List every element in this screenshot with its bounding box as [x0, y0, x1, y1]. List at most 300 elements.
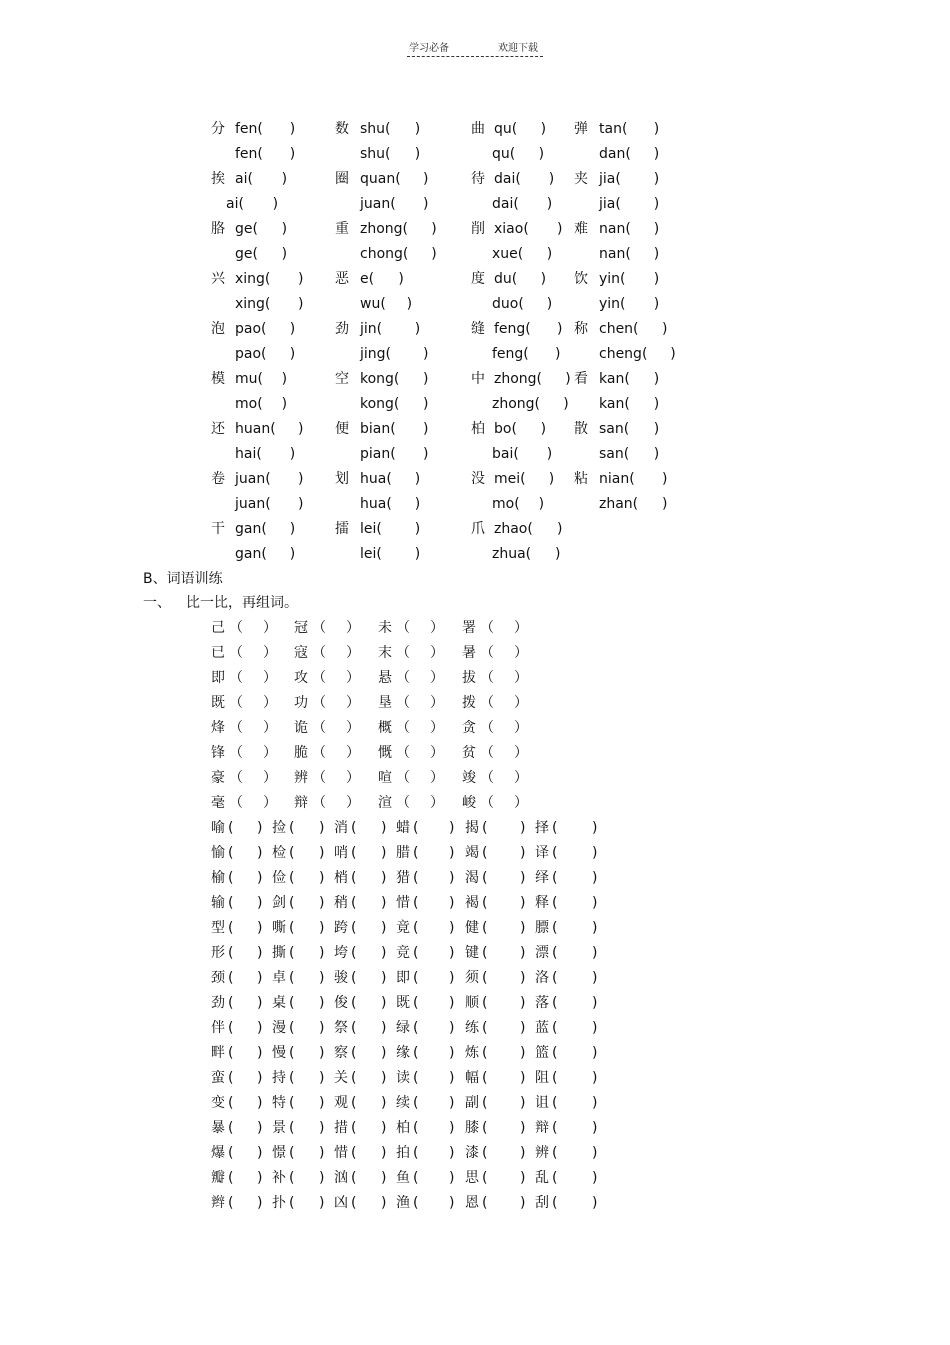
- answer-bracket-open: (: [413, 1145, 419, 1161]
- answer-bracket-close: ): [281, 246, 288, 262]
- answer-bracket-close: ）: [430, 720, 444, 736]
- answer-bracket-close: ): [289, 346, 296, 362]
- compare-character: 锋: [211, 745, 225, 761]
- answer-bracket-open: (: [413, 945, 419, 961]
- pinyin-character: 中: [471, 371, 485, 387]
- answer-bracket-close: ）: [263, 745, 277, 761]
- answer-bracket-open: (: [552, 1170, 558, 1186]
- answer-bracket-close: ）: [430, 795, 444, 811]
- answer-bracket-open: (: [351, 1020, 357, 1036]
- answer-bracket-close: ): [319, 895, 325, 911]
- pinyin-prompt: hua(: [360, 496, 392, 512]
- answer-bracket-close: ): [449, 1120, 455, 1136]
- answer-bracket-close: ）: [430, 745, 444, 761]
- answer-bracket-close: ): [592, 1095, 598, 1111]
- answer-bracket-open: (: [351, 1170, 357, 1186]
- pinyin-prompt: zhong(: [494, 371, 543, 387]
- answer-bracket-open: (: [228, 820, 234, 836]
- answer-bracket-close: ): [520, 1195, 526, 1211]
- pinyin-prompt: xiao(: [494, 221, 529, 237]
- answer-bracket-close: ）: [263, 620, 277, 636]
- compare-character: 落: [535, 995, 549, 1011]
- answer-bracket-open: （: [480, 620, 494, 636]
- compare-character: 渔: [396, 1195, 410, 1211]
- answer-bracket-close: ): [520, 1095, 526, 1111]
- answer-bracket-open: (: [228, 970, 234, 986]
- compare-character: 蓝: [535, 1020, 549, 1036]
- answer-bracket-open: (: [289, 870, 295, 886]
- answer-bracket-close: ): [592, 1170, 598, 1186]
- answer-bracket-open: (: [482, 945, 488, 961]
- pinyin-character: 恶: [335, 271, 349, 287]
- answer-bracket-open: (: [482, 845, 488, 861]
- answer-bracket-close: ): [449, 920, 455, 936]
- pinyin-prompt: mei(: [494, 471, 526, 487]
- answer-bracket-close: ）: [514, 770, 528, 786]
- pinyin-prompt: xue(: [492, 246, 524, 262]
- answer-bracket-close: ): [423, 396, 429, 412]
- answer-bracket-open: (: [482, 970, 488, 986]
- answer-bracket-open: (: [228, 1145, 234, 1161]
- answer-bracket-close: ): [449, 1045, 455, 1061]
- answer-bracket-close: ): [557, 321, 563, 337]
- answer-bracket-close: ): [540, 121, 547, 137]
- compare-character: 漫: [272, 1020, 286, 1036]
- pinyin-character: 爪: [471, 521, 485, 537]
- answer-bracket-open: (: [351, 870, 357, 886]
- pinyin-character: 难: [574, 221, 588, 237]
- compare-character: 绎: [535, 870, 549, 886]
- pinyin-character: 模: [211, 371, 225, 387]
- answer-bracket-close: ): [423, 421, 429, 437]
- pinyin-prompt: yin(: [599, 271, 626, 287]
- compare-character: 脆: [294, 745, 308, 761]
- compare-character: 捡: [272, 820, 286, 836]
- compare-character: 暴: [211, 1120, 225, 1136]
- pinyin-character: 缝: [471, 321, 485, 337]
- compare-character: 键: [465, 945, 479, 961]
- answer-bracket-close: ): [257, 895, 263, 911]
- answer-bracket-close: ): [289, 146, 296, 162]
- compare-character: 练: [465, 1020, 479, 1036]
- compare-character: 嘶: [272, 920, 286, 936]
- pinyin-character: 挨: [211, 171, 225, 187]
- compare-character: 既: [211, 695, 225, 711]
- answer-bracket-close: ): [555, 346, 561, 362]
- answer-bracket-close: ): [319, 1195, 325, 1211]
- answer-bracket-close: ): [592, 1045, 598, 1061]
- pinyin-prompt: bai(: [492, 446, 519, 462]
- answer-bracket-close: ): [319, 1170, 325, 1186]
- answer-bracket-close: ): [381, 1120, 387, 1136]
- compare-character: 垮: [334, 945, 348, 961]
- pinyin-prompt: quan(: [360, 171, 401, 187]
- pinyin-prompt: kan(: [599, 371, 630, 387]
- compare-character: 颈: [211, 970, 225, 986]
- compare-character: 诅: [535, 1095, 549, 1111]
- answer-bracket-close: ): [563, 396, 569, 412]
- pinyin-prompt: qu(: [494, 121, 518, 137]
- answer-bracket-close: ): [289, 121, 296, 137]
- answer-bracket-open: (: [413, 1095, 419, 1111]
- answer-bracket-open: (: [413, 970, 419, 986]
- answer-bracket-close: ): [319, 1070, 325, 1086]
- answer-bracket-open: (: [482, 995, 488, 1011]
- answer-bracket-close: ): [538, 496, 545, 512]
- answer-bracket-close: ): [592, 920, 598, 936]
- compare-character: 已: [211, 645, 225, 661]
- pinyin-prompt: dai(: [492, 196, 519, 212]
- answer-bracket-close: ): [381, 1095, 387, 1111]
- pinyin-prompt: tan(: [599, 121, 628, 137]
- answer-bracket-close: ): [289, 446, 296, 462]
- compare-character: 未: [378, 620, 392, 636]
- answer-bracket-close: ): [298, 421, 304, 437]
- compare-character: 察: [334, 1045, 348, 1061]
- compare-character: 骏: [334, 970, 348, 986]
- pinyin-character: 兴: [211, 271, 225, 287]
- pinyin-character: 划: [335, 471, 349, 487]
- compare-character: 揭: [465, 820, 479, 836]
- pinyin-prompt: qu(: [492, 146, 516, 162]
- compare-character: 辨: [535, 1145, 549, 1161]
- compare-character: 跨: [334, 920, 348, 936]
- answer-bracket-open: (: [228, 1045, 234, 1061]
- answer-bracket-close: ): [449, 845, 455, 861]
- header-left-text: 学习必备: [409, 43, 449, 54]
- answer-bracket-close: ): [592, 1145, 598, 1161]
- answer-bracket-close: ）: [346, 670, 360, 686]
- pinyin-prompt: shu(: [360, 146, 391, 162]
- compare-character: 洛: [535, 970, 549, 986]
- pinyin-prompt: gan(: [235, 546, 267, 562]
- compare-character: 辫: [211, 1195, 225, 1211]
- answer-bracket-close: ）: [346, 645, 360, 661]
- pinyin-prompt: xing(: [235, 296, 271, 312]
- answer-bracket-close: ): [592, 970, 598, 986]
- answer-bracket-close: ): [520, 1045, 526, 1061]
- part-one-number: 一、: [143, 595, 171, 611]
- pinyin-prompt: shu(: [360, 121, 391, 137]
- answer-bracket-close: ): [557, 221, 563, 237]
- answer-bracket-close: ): [423, 446, 429, 462]
- answer-bracket-close: ): [520, 845, 526, 861]
- answer-bracket-close: ）: [430, 695, 444, 711]
- answer-bracket-open: （: [480, 645, 494, 661]
- answer-bracket-open: （: [396, 695, 410, 711]
- pinyin-prompt: fen(: [235, 146, 263, 162]
- pinyin-character: 重: [335, 221, 349, 237]
- answer-bracket-close: ): [431, 221, 437, 237]
- pinyin-prompt: du(: [494, 271, 518, 287]
- answer-bracket-open: (: [289, 1095, 295, 1111]
- answer-bracket-close: ): [520, 820, 526, 836]
- answer-bracket-open: （: [480, 720, 494, 736]
- answer-bracket-close: ): [565, 371, 571, 387]
- compare-character: 俭: [272, 870, 286, 886]
- answer-bracket-open: (: [289, 920, 295, 936]
- answer-bracket-close: ): [414, 321, 421, 337]
- pinyin-prompt: wu(: [360, 296, 386, 312]
- pinyin-prompt: jia(: [599, 171, 621, 187]
- answer-bracket-open: (: [228, 1170, 234, 1186]
- compare-character: 炼: [465, 1045, 479, 1061]
- pinyin-prompt: kan(: [599, 396, 630, 412]
- answer-bracket-open: (: [351, 1195, 357, 1211]
- answer-bracket-close: ): [319, 1095, 325, 1111]
- answer-bracket-close: ): [257, 1170, 263, 1186]
- answer-bracket-close: ): [298, 296, 304, 312]
- answer-bracket-close: ): [381, 995, 387, 1011]
- answer-bracket-open: (: [289, 895, 295, 911]
- answer-bracket-close: ): [257, 870, 263, 886]
- answer-bracket-close: ): [319, 1020, 325, 1036]
- answer-bracket-open: （: [480, 770, 494, 786]
- answer-bracket-open: (: [289, 820, 295, 836]
- compare-character: 型: [211, 920, 225, 936]
- compare-character: 桌: [272, 995, 286, 1011]
- answer-bracket-open: （: [312, 745, 326, 761]
- answer-bracket-open: (: [351, 1045, 357, 1061]
- pinyin-character: 圈: [335, 171, 349, 187]
- answer-bracket-close: ): [272, 196, 279, 212]
- compare-character: 顺: [465, 995, 479, 1011]
- compare-character: 褐: [465, 895, 479, 911]
- answer-bracket-close: ): [449, 820, 455, 836]
- answer-bracket-open: （: [312, 795, 326, 811]
- compare-character: 喻: [211, 820, 225, 836]
- pinyin-character: 便: [335, 421, 349, 437]
- answer-bracket-close: ): [423, 196, 429, 212]
- compare-character: 观: [334, 1095, 348, 1111]
- pinyin-prompt: juan(: [235, 471, 271, 487]
- answer-bracket-open: (: [351, 1070, 357, 1086]
- compare-character: 拔: [462, 670, 476, 686]
- compare-character: 悬: [378, 670, 392, 686]
- pinyin-prompt: ai(: [235, 171, 253, 187]
- pinyin-prompt: lei(: [360, 521, 382, 537]
- compare-character: 持: [272, 1070, 286, 1086]
- answer-bracket-open: （: [480, 795, 494, 811]
- answer-bracket-close: ): [592, 1195, 598, 1211]
- compare-character: 功: [294, 695, 308, 711]
- pinyin-prompt: bian(: [360, 421, 396, 437]
- answer-bracket-close: ）: [346, 620, 360, 636]
- answer-bracket-close: ): [662, 496, 668, 512]
- pinyin-character: 没: [471, 471, 485, 487]
- answer-bracket-close: ): [431, 246, 437, 262]
- answer-bracket-open: (: [413, 1070, 419, 1086]
- pinyin-prompt: huan(: [235, 421, 276, 437]
- pinyin-character: 看: [574, 371, 588, 387]
- compare-character: 惜: [396, 895, 410, 911]
- pinyin-prompt: ge(: [235, 246, 258, 262]
- answer-bracket-open: (: [228, 920, 234, 936]
- compare-character: 豪: [211, 770, 225, 786]
- pinyin-character: 胳: [211, 221, 225, 237]
- answer-bracket-open: (: [552, 895, 558, 911]
- pinyin-prompt: chong(: [360, 246, 409, 262]
- answer-bracket-close: ）: [430, 770, 444, 786]
- answer-bracket-open: (: [228, 1195, 234, 1211]
- answer-bracket-open: (: [351, 970, 357, 986]
- answer-bracket-close: ): [319, 1120, 325, 1136]
- answer-bracket-close: ): [281, 371, 288, 387]
- compare-character: 幅: [465, 1070, 479, 1086]
- pinyin-prompt: zhong(: [492, 396, 541, 412]
- answer-bracket-close: ): [546, 296, 553, 312]
- compare-character: 阻: [535, 1070, 549, 1086]
- pinyin-prompt: dai(: [494, 171, 521, 187]
- compare-character: 思: [465, 1170, 479, 1186]
- pinyin-prompt: pao(: [235, 321, 267, 337]
- pinyin-character: 夹: [574, 171, 588, 187]
- answer-bracket-open: (: [351, 820, 357, 836]
- answer-bracket-close: ): [653, 196, 660, 212]
- answer-bracket-close: ): [381, 1145, 387, 1161]
- answer-bracket-open: (: [289, 1195, 295, 1211]
- answer-bracket-close: ): [653, 371, 660, 387]
- answer-bracket-open: （: [396, 645, 410, 661]
- compare-character: 柏: [396, 1120, 410, 1136]
- pinyin-character: 饮: [574, 271, 588, 287]
- compare-character: 署: [462, 620, 476, 636]
- answer-bracket-open: (: [552, 1045, 558, 1061]
- compare-character: 垦: [378, 695, 392, 711]
- pinyin-prompt: mu(: [235, 371, 263, 387]
- compare-character: 贫: [462, 745, 476, 761]
- answer-bracket-close: ): [520, 1020, 526, 1036]
- answer-bracket-open: (: [351, 945, 357, 961]
- answer-bracket-open: （: [229, 795, 243, 811]
- pinyin-character: 散: [574, 421, 588, 437]
- answer-bracket-close: ): [548, 171, 555, 187]
- answer-bracket-close: ): [653, 221, 660, 237]
- answer-bracket-close: ): [520, 895, 526, 911]
- answer-bracket-open: （: [396, 745, 410, 761]
- answer-bracket-close: ）: [263, 645, 277, 661]
- compare-character: 即: [396, 970, 410, 986]
- pinyin-prompt: pao(: [235, 346, 267, 362]
- answer-bracket-close: ): [449, 1145, 455, 1161]
- answer-bracket-close: ): [381, 1170, 387, 1186]
- answer-bracket-close: ): [319, 995, 325, 1011]
- answer-bracket-close: ): [592, 1020, 598, 1036]
- compare-character: 蛮: [211, 1070, 225, 1086]
- pinyin-character: 数: [335, 121, 349, 137]
- pinyin-prompt: gan(: [235, 521, 267, 537]
- pinyin-prompt: pian(: [360, 446, 396, 462]
- compare-character: 诡: [294, 720, 308, 736]
- compare-character: 己: [211, 620, 225, 636]
- answer-bracket-close: ): [381, 945, 387, 961]
- answer-bracket-open: (: [351, 845, 357, 861]
- answer-bracket-close: ): [592, 820, 598, 836]
- compare-character: 辩: [294, 795, 308, 811]
- compare-character: 蜡: [396, 820, 410, 836]
- compare-character: 喧: [378, 770, 392, 786]
- pinyin-prompt: nan(: [599, 246, 631, 262]
- answer-bracket-open: (: [413, 845, 419, 861]
- answer-bracket-open: (: [552, 995, 558, 1011]
- compare-character: 峻: [462, 795, 476, 811]
- answer-bracket-open: (: [228, 995, 234, 1011]
- section-b-title: B、词语训练: [143, 571, 223, 587]
- answer-bracket-open: (: [482, 870, 488, 886]
- answer-bracket-open: （: [480, 670, 494, 686]
- pinyin-character: 柏: [471, 421, 485, 437]
- answer-bracket-close: ): [257, 1145, 263, 1161]
- answer-bracket-close: ): [257, 845, 263, 861]
- answer-bracket-open: (: [289, 970, 295, 986]
- answer-bracket-open: (: [228, 945, 234, 961]
- answer-bracket-open: （: [396, 795, 410, 811]
- answer-bracket-close: ）: [430, 670, 444, 686]
- answer-bracket-open: （: [229, 770, 243, 786]
- answer-bracket-open: (: [552, 945, 558, 961]
- pinyin-prompt: zhan(: [599, 496, 639, 512]
- answer-bracket-open: （: [396, 670, 410, 686]
- pinyin-prompt: nan(: [599, 221, 631, 237]
- pinyin-prompt: chen(: [599, 321, 639, 337]
- answer-bracket-open: (: [289, 1170, 295, 1186]
- answer-bracket-close: ): [653, 121, 660, 137]
- compare-character: 渴: [465, 870, 479, 886]
- answer-bracket-close: ): [381, 970, 387, 986]
- compare-character: 伴: [211, 1020, 225, 1036]
- compare-character: 劲: [211, 995, 225, 1011]
- answer-bracket-open: (: [552, 920, 558, 936]
- answer-bracket-close: ): [520, 970, 526, 986]
- answer-bracket-close: ): [548, 471, 555, 487]
- answer-bracket-close: ): [319, 845, 325, 861]
- part-one-instruction: 比一比，再组词。: [186, 595, 298, 611]
- compare-character: 俊: [334, 995, 348, 1011]
- answer-bracket-open: (: [289, 1070, 295, 1086]
- answer-bracket-open: (: [351, 1120, 357, 1136]
- answer-bracket-open: （: [229, 645, 243, 661]
- answer-bracket-close: ）: [263, 795, 277, 811]
- answer-bracket-open: （: [396, 770, 410, 786]
- answer-bracket-close: ): [653, 246, 660, 262]
- answer-bracket-open: (: [482, 1045, 488, 1061]
- pinyin-prompt: nian(: [599, 471, 635, 487]
- answer-bracket-close: ): [540, 421, 547, 437]
- compare-character: 愉: [211, 845, 225, 861]
- answer-bracket-close: ）: [346, 795, 360, 811]
- answer-bracket-open: （: [396, 620, 410, 636]
- answer-bracket-close: ): [520, 1145, 526, 1161]
- pinyin-character: 待: [471, 171, 485, 187]
- pinyin-character: 空: [335, 371, 349, 387]
- answer-bracket-close: ）: [263, 670, 277, 686]
- pinyin-prompt: hai(: [235, 446, 262, 462]
- pinyin-character: 削: [471, 221, 485, 237]
- answer-bracket-open: (: [228, 1095, 234, 1111]
- answer-bracket-close: ): [298, 471, 304, 487]
- compare-character: 输: [211, 895, 225, 911]
- answer-bracket-close: ): [319, 920, 325, 936]
- answer-bracket-open: (: [413, 895, 419, 911]
- pinyin-prompt: mo(: [492, 496, 520, 512]
- answer-bracket-close: ）: [263, 695, 277, 711]
- answer-bracket-open: (: [482, 920, 488, 936]
- answer-bracket-open: (: [228, 1070, 234, 1086]
- compare-character: 竭: [465, 845, 479, 861]
- pinyin-prompt: san(: [599, 421, 630, 437]
- pinyin-prompt: zhong(: [360, 221, 409, 237]
- compare-character: 竟: [396, 920, 410, 936]
